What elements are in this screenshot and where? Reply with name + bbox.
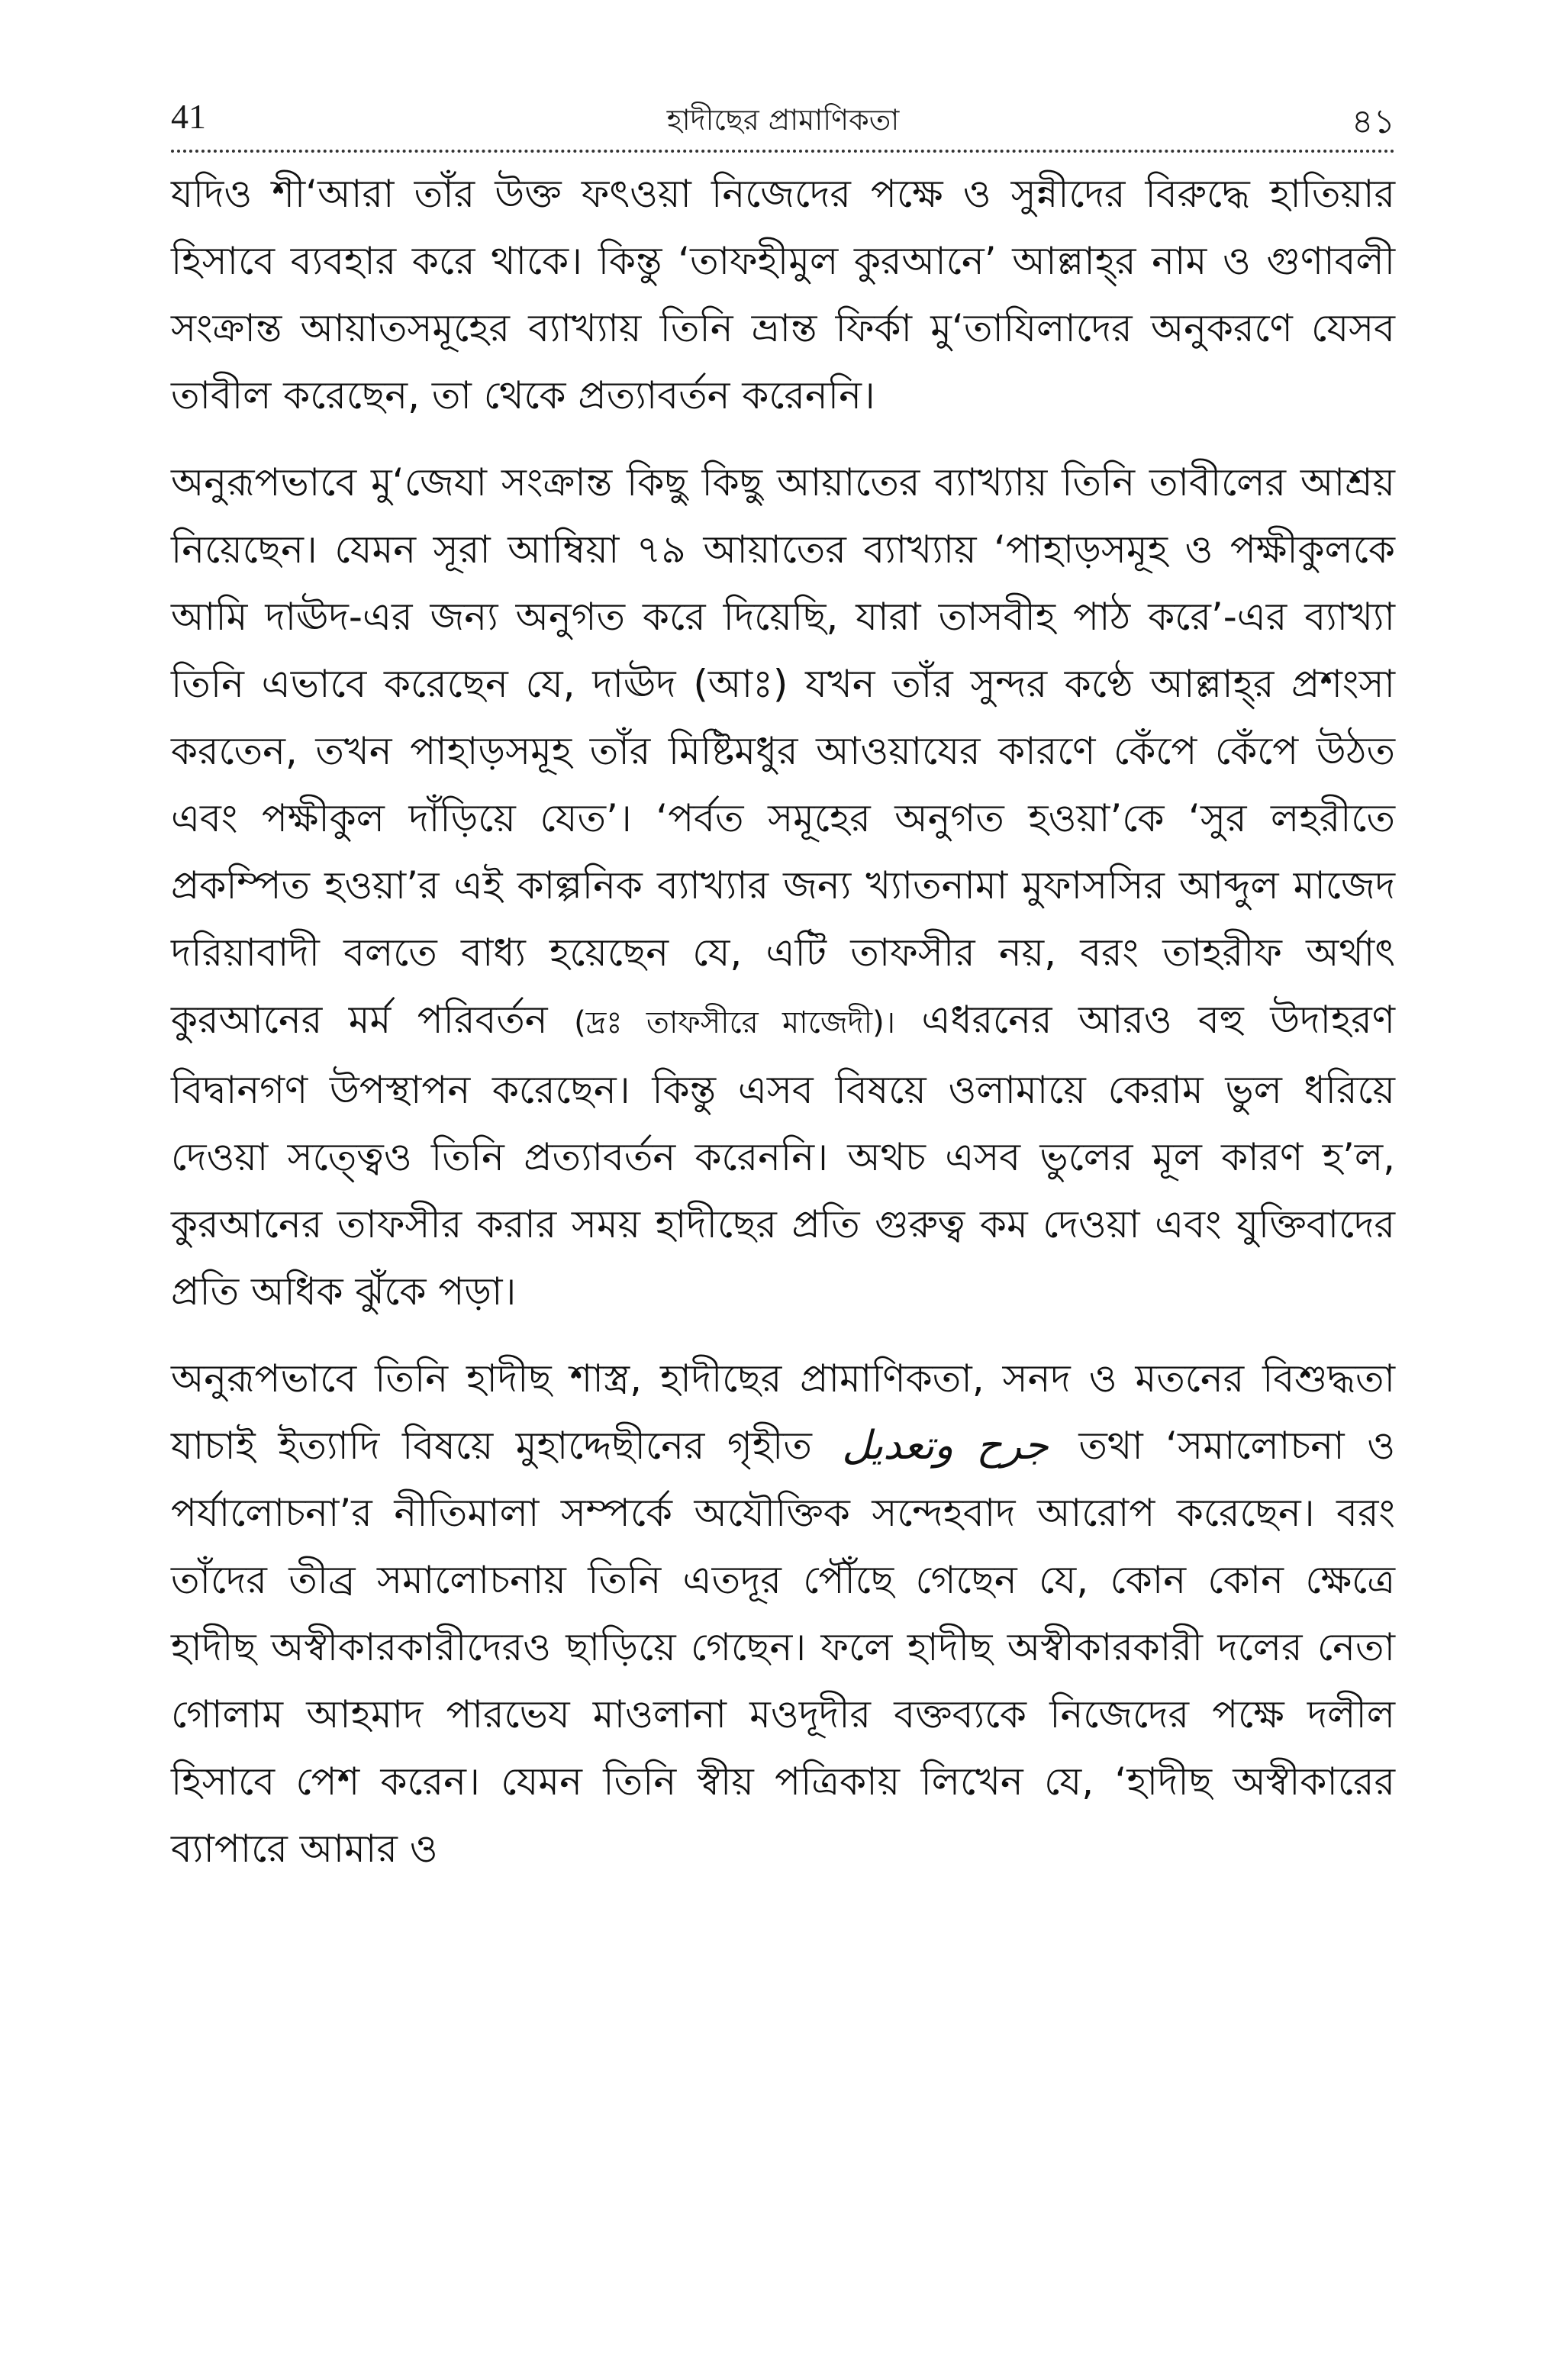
paragraph-2-text-b: এধরনের আরও বহু উদাহরণ বিদ্বানগণ উপস্থাপন করেছেন। কিন্তু এসব বিষয়ে ওলামায়ে কেরাম ভুল ধরিয়ে দেওয়া সত্ত্বেও তিনি প্রত্যাবর্তন করেননি। অথচ এসব ভুলের মূল কারণ হ’ল, কুরআনের তাফসীর করার সময় হাদীছের প্রতি গুরুত্ব কম দেওয়া এবং যুক্তিবাদের প্রতি অধিক ঝুঁকে পড়া। [171,998,1395,1314]
reference-note: (দ্রঃ তাফসীরে মাজেদী)। [574,1005,896,1040]
paragraph-3-text-b: তথা ‘সমালোচনা ও পর্যালোচনা’র নীতিমালা সম্পর্কে অযৌক্তিক সন্দেহবাদ আরোপ করেছেন। বরং তাঁদের তীব্র সমালোচনায় তিনি এতদূর পৌঁছে গেছেন যে, কোন কোন ক্ষেত্রে হাদীছ অস্বীকারকারীদেরও ছাড়িয়ে গেছেন। ফলে হাদীছ অস্বীকারকারী দলের নেতা গোলাম আহমাদ পারভেয মাওলানা মওদূদীর বক্তব্যকে নিজেদের পক্ষে দলীল হিসাবে পেশ করেন। যেমন তিনি স্বীয় পত্রিকায় লিখেন যে, ‘হাদীছ অস্বীকারের ব্যাপারে আমার ও [171,1424,1395,1871]
paragraph-3-text-a: অনুরূপভাবে তিনি হাদীছ শাস্ত্র, হাদীছের প্রামাণিকতা, সনদ ও মতনের বিশুদ্ধতা যাচাই ইত্যাদি বিষয়ে মুহাদ্দেছীনের গৃহীত [171,1356,1395,1468]
arabic-term: جرح وتعديل [842,1423,1049,1469]
page-number-right: ৪১ [1351,102,1395,141]
header-dotted-rule [171,150,1395,153]
page-number-left: 41 [171,97,206,136]
paragraph-3 [171,1345,1395,1882]
paragraph-1: যদিও শী‘আরা তাঁর উক্ত ফৎওয়া নিজেদের পক্ষে ও সুন্নীদের বিরুদ্ধে হাতিয়ার হিসাবে ব্যবহার করে থাকে। কিন্তু ‘তাফহীমুল কুরআনে’ আল্লাহ্‌র নাম ও গুণাবলী সংক্রান্ত আয়াতসমূহের ব্যাখ্যায় তিনি ভ্রান্ত ফির্কা মু‘তাযিলাদের অনুকরণে যেসব তাবীল করেছেন, তা থেকে প্রত্যাবর্তন করেননি। [171,172,1395,418]
paragraph-2-text-a: অনুরূপভাবে মু‘জেযা সংক্রান্ত কিছু কিছু আয়াতের ব্যাখ্যায় তিনি তাবীলের আশ্রয় নিয়েছেন। যেমন সূরা আম্বিয়া ৭৯ আয়াতের ব্যাখ্যায় ‘পাহাড়সমূহ ও পক্ষীকুলকে আমি দাঊদ-এর জন্য অনুগত করে দিয়েছি, যারা তাসবীহ পাঠ করে’-এর ব্যাখ্যা তিনি এভাবে করেছেন যে, দাঊদ (আঃ) যখন তাঁর সুন্দর কণ্ঠে আল্লাহ্‌র প্রশংসা করতেন, তখন পাহাড়সমূহ তাঁর মিষ্টিমধুর আওয়াযের কারণে কেঁপে কেঁপে উঠত এবং পক্ষীকুল দাঁড়িয়ে যেত’। ‘পর্বত সমূহের অনুগত হওয়া’কে ‘সুর লহরীতে প্রকম্পিত হওয়া’র এই কাল্পনিক ব্যাখ্যার জন্য খ্যাতনামা মুফাসসির আব্দুল মাজেদ দরিয়াবাদী বলতে বাধ্য হয়েছেন যে, এটি তাফসীর নয়, বরং তাহরীফ অর্থাৎ কুরআনের মর্ম পরিবর্তন [171,460,1395,1042]
body-text [171,160,1395,1902]
running-title: হাদীছের প্রামাণিকতা [666,103,900,137]
page-header [171,92,1395,153]
paragraph-2 [171,449,1395,1325]
